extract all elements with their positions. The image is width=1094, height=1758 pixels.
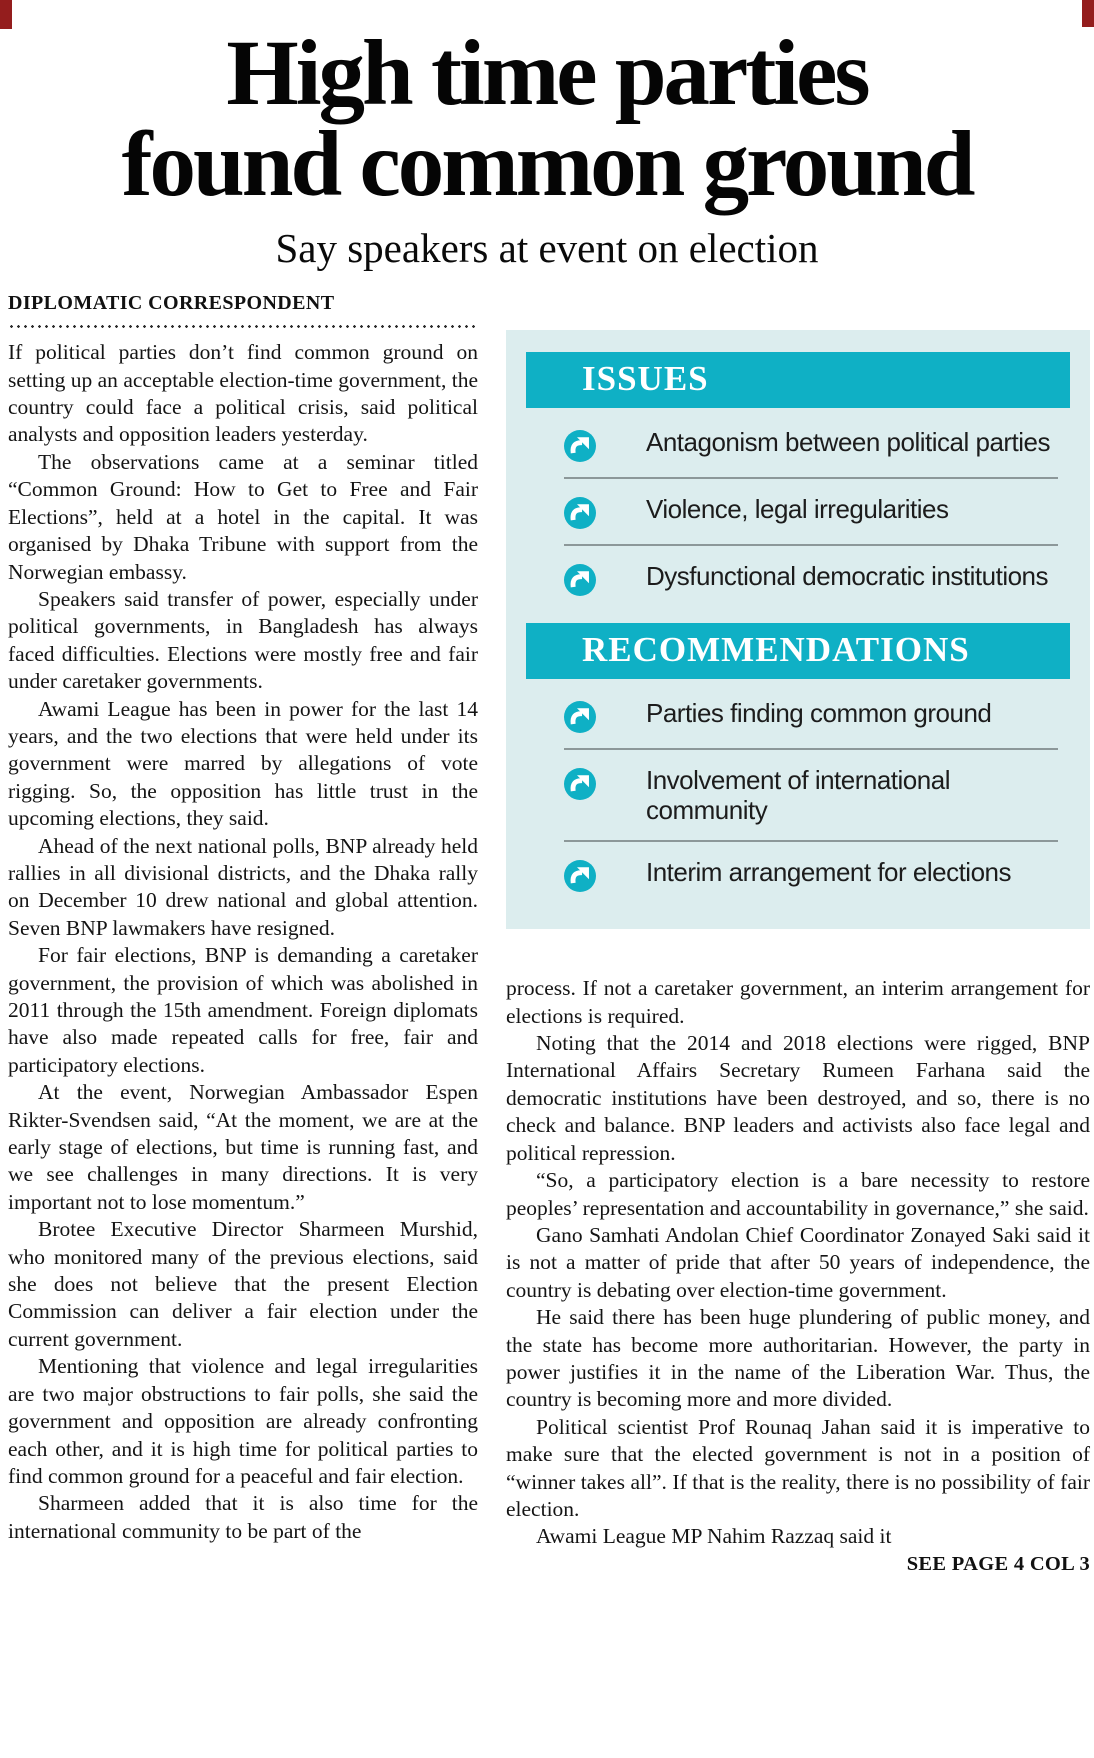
issues-items <box>526 414 1070 609</box>
item-divider <box>564 544 1058 546</box>
paragraph: Awami League has been in power for the last 14 years, and the two elections that were held under its government were marred by allegations of vote rigging. So, the opposition has little trust in the upcoming elections, they said. <box>8 696 478 831</box>
item-divider <box>564 748 1058 750</box>
paragraph: At the event, Norwegian Ambassador Espen Rikter-Svendsen said, “At the moment, we are at the early stage of elections, but time is running fast, and we see challenges in many directions. It is very important not to lose momentum.” <box>8 1080 478 1214</box>
article-headline <box>0 22 1094 217</box>
list-item <box>564 548 1070 609</box>
paragraph: Speakers said transfer of power, especially under political governments, in Bangladesh has always faced difficulties. Elections were mostly free and fair under caretaker governments. <box>8 586 478 694</box>
page-corner-mark-left <box>0 0 12 29</box>
headline-line-1: High time parties <box>226 22 868 125</box>
circle-arrow-icon <box>564 430 596 462</box>
list-item-label: Parties finding common ground <box>646 698 992 729</box>
list-item-label: Violence, legal irregularities <box>646 494 949 525</box>
continuation-note: SEE PAGE 4 COL 3 <box>906 1552 1090 1575</box>
list-item <box>564 844 1070 905</box>
recommendations-items <box>526 685 1070 905</box>
item-divider <box>564 477 1058 479</box>
paragraph: Mentioning that violence and legal irregularities are two major obstructions to fair polls, she said the government and opposition are already confronting each other, and it is high time for political parties to find common ground for a peaceful and fair election. <box>8 1354 478 1488</box>
paragraph: Noting that the 2014 and 2018 elections were rigged, BNP International Affairs Secretary Rumeen Farhana said the democratic institutions have been destroyed, and so, there is no check and balance. BNP leaders and activists also face legal and political repression. <box>506 1031 1090 1165</box>
headline-line-2: found common ground <box>121 113 973 217</box>
list-item-label: Involvement of international community <box>646 765 950 826</box>
circle-arrow-icon <box>564 701 596 733</box>
page-corner-mark-right <box>1082 0 1094 27</box>
paragraph: For fair elections, BNP is demanding a caretaker government, the provision of which was abolished in 2011 through the 15th amendment. Foreign diplomats have also made repeated calls for free, fair and participatory elections. <box>8 943 478 1077</box>
paragraph: Ahead of the next national polls, BNP already held rallies in all divisional districts, and the Dhaka rally on December 10 drew national and global attention. Seven BNP lawmakers have resigned. <box>8 833 478 940</box>
right-column-body <box>506 975 1090 1551</box>
paragraph: The observations came at a seminar titled “Common Ground: How to Get to Free and Fair Elections”, held at a hotel in the capital. It was organised by Dhaka Tribune with support from the Norwegian embassy. <box>8 449 478 584</box>
list-item-label: Antagonism between political parties <box>646 427 1051 458</box>
article-columns <box>0 290 1094 1576</box>
paragraph: Awami League MP Nahim Razzaq said it <box>536 1524 892 1549</box>
item-divider <box>564 840 1058 842</box>
list-item <box>564 414 1070 475</box>
byline-divider <box>8 324 478 329</box>
paragraph: Brotee Executive Director Sharmeen Murshid, who monitored many of the previous elections, said she does not believe that the present Election Commission can deliver a fair election under the current government. <box>8 1217 478 1351</box>
recommendations-section-header: RECOMMENDATIONS <box>526 623 1070 679</box>
byline: DIPLOMATIC CORRESPONDENT <box>8 292 335 315</box>
circle-arrow-icon <box>564 768 596 800</box>
paragraph: He said there has been huge plundering of public money, and the state has become more authoritarian. However, the party in power justifies it in the name of the Liberation War. Thus, the country is becoming more and more divided. <box>506 1305 1090 1412</box>
right-column <box>506 290 1090 1576</box>
paragraph: If political parties don’t find common ground on setting up an acceptable election-time government, the country could face a political crisis, said political analysts and opposition leaders yesterday. <box>8 340 478 447</box>
list-item <box>564 481 1070 542</box>
list-item <box>564 752 1070 838</box>
list-item-label: Interim arrangement for elections <box>646 857 1012 888</box>
list-item-label: Dysfunctional democratic institutions <box>646 561 1049 592</box>
circle-arrow-icon <box>564 860 596 892</box>
paragraph: “So, a participatory election is a bare necessity to restore peoples’ representation and accountability in governance,” she said. <box>506 1168 1090 1220</box>
circle-arrow-icon <box>564 564 596 596</box>
paragraph: Gano Samhati Andolan Chief Coordinator Zonayed Saki said it is not a matter of pride that after 50 years of independence, the country is debating over election-time government. <box>506 1222 1090 1302</box>
issues-section-header: ISSUES <box>526 352 1070 408</box>
article-subheadline: Say speakers at event on election <box>275 225 819 272</box>
paragraph: process. If not a caretaker government, an interim arrangement for elections is required. <box>506 976 1090 1028</box>
paragraph: Political scientist Prof Rounaq Jahan said it is imperative to make sure that the elected government is not in a position of “winner takes all”. If that is the reality, there is no possibility of fair election. <box>506 1414 1090 1521</box>
list-item <box>564 685 1070 746</box>
left-column-body <box>8 339 478 1545</box>
circle-arrow-icon <box>564 497 596 529</box>
left-column <box>8 290 478 1576</box>
paragraph: Sharmeen added that it is also time for the international community to be part of the <box>8 1491 478 1543</box>
issues-recommendations-panel <box>506 330 1090 929</box>
